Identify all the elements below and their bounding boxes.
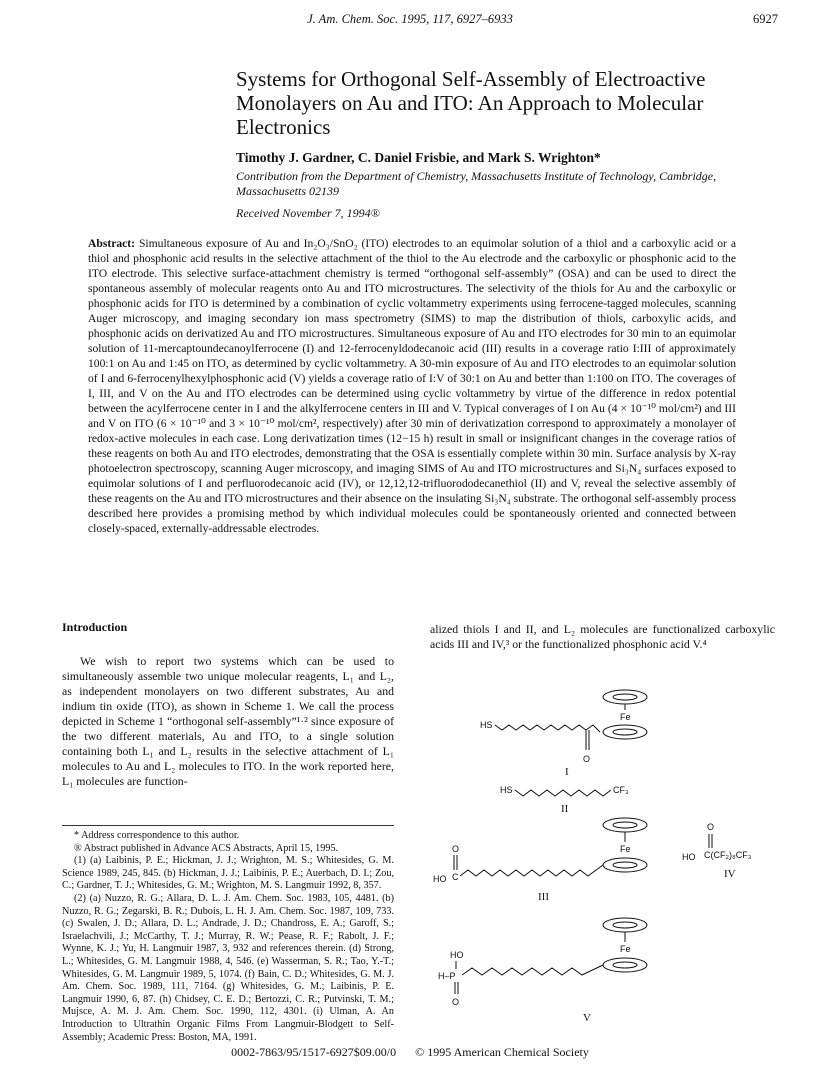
- abstract-label: Abstract:: [88, 237, 136, 250]
- footnote: * Address correspondence to this author.: [74, 830, 240, 841]
- ring-inner: [613, 729, 637, 735]
- abstract-text: Simultaneous exposure of Au and In₂O₃/SnO₂ (ITO) electrodes to an equimolar solution of a thiol and a carboxylic acid or a thiol and phosphonic acid results in the selective attachment of the thiol to the Au electrode and the carboxylic or phosphonic acid to the ITO electrode. This selective surface-attachment chemistry is termed “orthogonal self-assembly” (OSA) and can be used to direct the spontaneous assembly of molecular reagents onto Au and ITO microstructures. The selectivity of the thiols for Au and the carboxylic or phosphonic acids for ITO is determined by a combination of cyclic voltammetry experiments using ferrocene-tagged molecules, scanning Auger microscopy, and imaging secondary ion mass spectrometry (SIMS) to map the distribution of thiols, carboxylic acids, and phosphonic acids on derivatized Au and ITO microstructures. Simultaneous exposure of Au and ITO electrodes for 30 min to an equimolar solution of 11-mercaptoundecanoylferrocene (I) and 12-ferrocenyldodecanoic acid (III) results in a coverage ratio I:III of approximately 100:1 on Au and 1:45 on ITO, as determined by cyclic voltammetry. A 30-min exposure of Au and ITO electrodes to an equimolar solution of I and 6-ferrocenylhexylphosphonic acid (V) yields a coverage ratio of I:V of 30:1 on Au and better than 1:100 on ITO. The coverages of I, III, and V on the Au and ITO electrodes can be determined using cyclic voltammetry by virtue of the difference in redox potential between the acylferrocene center in I and the alkylferrocene centers in III and V. Typical converages of I on Au (4 × 10⁻¹⁰ mol/cm²) and III and V on ITO (6 × 10⁻¹⁰ and 3 × 10⁻¹⁰ mol/cm², respectively) after 30 min of derivatization correspond to approximately a monolayer of redox-active molecules in each case. Long derivatization times (12−15 h) result in small or insignificant changes in the coverage ratios of these reagents on both Au and ITO electrodes, demonstrating that the OSA is essentially complete within 30 min. Surface analysis by X-ray photoelectron spectroscopy, scanning Auger microscopy, and imaging SIMS of Au and ITO microstructures and Si₃N₄ surfaces exposed to equimolar solutions of I and perfluorodecanoic acid (IV), or 12,12,12-trifluorododecanethiol (II) and V, reveal the selective assembly of these reagents on the Au and ITO microstructures and their absence on the insulating Si₃N₄ substrate. The orthogonal self-assembly process described here provides a promising method by which individual molecules could be spontaneously oriented and connected between closely-spaced, externally-addressable electrodes.: [88, 237, 736, 535]
- structure-V: [438, 918, 647, 1024]
- introduction-paragraph: We wish to report two systems which can be used to simultaneously assemble two unique molecular reagents, L₁ and L₂, as independent monolayers on two different substrates, Au and indium tin oxide (ITO), as shown in Scheme 1. We call the process depicted in Scheme 1 “orthogonal self-assembly”¹·² since exposure of the two different materials, Au and ITO, to a single solution containing both L₁ and L₂ results in the selective attachment of L₁ molecules to Au and L₂ molecules to ITO. In the work reported here, L₁ molecules are function-: [62, 654, 394, 788]
- alkyl-chain: [460, 865, 603, 876]
- compound-label-III: III: [538, 891, 549, 903]
- carbon-label: C: [452, 872, 459, 882]
- phosphorus-label: H–P: [438, 971, 456, 981]
- oxygen-label: O: [583, 754, 591, 764]
- hydroxyl-label: HO: [450, 950, 464, 960]
- structure-IV: [682, 822, 752, 880]
- authors: Timothy J. Gardner, C. Daniel Frisbie, and Mark S. Wrighton*: [236, 150, 601, 165]
- perfluoro-chain-label: C(CF₂)₈CF₃: [704, 850, 752, 860]
- structure-I: [480, 690, 647, 778]
- compound-label-V: V: [583, 1012, 591, 1024]
- cyclopentadienyl-ring: [603, 725, 647, 739]
- page-footer: [0, 1045, 820, 1060]
- iron-label: Fe: [620, 944, 631, 954]
- ring-inner: [613, 862, 637, 868]
- chemical-structures-scheme: [420, 680, 780, 1025]
- cyclopentadienyl-ring: [603, 918, 647, 932]
- footnotes: [62, 830, 394, 1044]
- received-date: Received November 7, 1994®: [236, 206, 380, 220]
- footnote-divider: [62, 825, 394, 826]
- ring-inner: [613, 922, 637, 928]
- trifluoromethyl-label: CF₃: [613, 785, 629, 795]
- thiol-label: HS: [480, 720, 493, 730]
- iron-label: Fe: [620, 844, 631, 854]
- copyright: © 1995 American Chemical Society: [415, 1045, 589, 1059]
- oxygen-label: O: [452, 844, 460, 854]
- footnote: (1) (a) Laibinis, P. E.; Hickman, J. J.; Wrighton, M. S.; Whitesides, G. M. Science 1989, 245, 845. (b) Hickman, J. J.; Laibinis, P. E.; Auerbach, D. I.; Zou, C.; Gardner, T. J.; Whitesides, G. M.; Wrighton, M. S. Langmuir 1992, 8, 357.: [62, 855, 394, 892]
- compound-label-I: I: [565, 766, 569, 778]
- iron-label: Fe: [620, 712, 631, 722]
- journal-citation: J. Am. Chem. Soc. 1995, 117, 6927–6933: [307, 12, 513, 26]
- cyclopentadienyl-ring: [603, 818, 647, 832]
- thiol-label: HS: [500, 785, 513, 795]
- ring-inner: [613, 822, 637, 828]
- structure-II: [500, 785, 629, 815]
- hydroxyl-label: HO: [433, 874, 447, 884]
- ring-inner: [613, 694, 637, 700]
- ring-inner: [613, 962, 637, 968]
- hydroxyl-label: HO: [682, 852, 696, 862]
- affiliation: Contribution from the Department of Chemistry, Massachusetts Institute of Technology, Cambridge, Massachusetts 02139: [236, 169, 717, 198]
- oxygen-label: O: [452, 997, 460, 1007]
- alkyl-chain: [462, 965, 603, 975]
- introduction-paragraph-continued: alized thiols I and II, and L₂ molecules are functionalized carboxylic acids III and IV,³ or the functionalized phosphonic acid V.⁴: [430, 622, 775, 651]
- article-code: 0002-7863/95/1517-6927$09.00/0: [231, 1045, 397, 1059]
- cyclopentadienyl-ring: [603, 858, 647, 872]
- structure-III: [433, 818, 647, 903]
- alkyl-chain: [495, 725, 600, 732]
- oxygen-label: O: [707, 822, 715, 832]
- article-title: Systems for Orthogonal Self-Assembly of Electroactive Monolayers on Au and ITO: An Approach to Molecular Electronics: [236, 67, 706, 139]
- footnote: ® Abstract published in Advance ACS Abstracts, April 15, 1995.: [74, 842, 339, 854]
- alkyl-chain: [515, 790, 611, 796]
- page-number: 6927: [753, 12, 778, 26]
- footnote: (2) (a) Nuzzo, R. G.; Allara, D. L. J. Am. Chem. Soc. 1983, 105, 4481. (b) Nuzzo, R. G.; Zegarski, B. R.; Dubois, L. H. J. Am. Chem. Soc. 1987, 109, 733. (c) Swalen, J. D.; Allara, D. L.; Andrade, J. D.; Chandross, E. A.; Garoff, S.; Israelachvili, J.; McCarthy, T. J.; Murray, R. W.; Pease, R. F.; Rabolt, J. F.; Wynne, K. J.; Yu, H. Langmuir 1987, 3, 932 and references therein. (d) Strong, L.; Whitesides, G. M. Langmuir 1988, 4, 546. (e) Wasserman, S. R.; Tao, Y.-T.; Whitesides, G. M. Langmuir 1989, 5, 1074. (f) Bain, C. D.; Whitesides, G. M. J. Am. Chem. Soc. 1989, 111, 7164. (g) Whitesides, G. M.; Laibinis, P. E. Langmuir 1990, 6, 87. (h) Chidsey, C. E. D.; Bertozzi, C. R.; Putvinski, T. M.; Mujsce, A. M. J. Am. Chem. Soc. 1990, 112, 4301. (i) Ulman, A. An Introduction to Ultrathin Organic Films From Langmuir-Blodgett to Self-Assembly; Academic Press: Boston, MA, 1991.: [62, 892, 394, 1043]
- cyclopentadienyl-ring: [603, 958, 647, 972]
- abstract: [88, 236, 736, 536]
- section-heading-introduction: Introduction: [62, 620, 128, 634]
- compound-label-IV: IV: [724, 868, 736, 880]
- compound-label-II: II: [561, 803, 569, 815]
- cyclopentadienyl-ring: [603, 690, 647, 704]
